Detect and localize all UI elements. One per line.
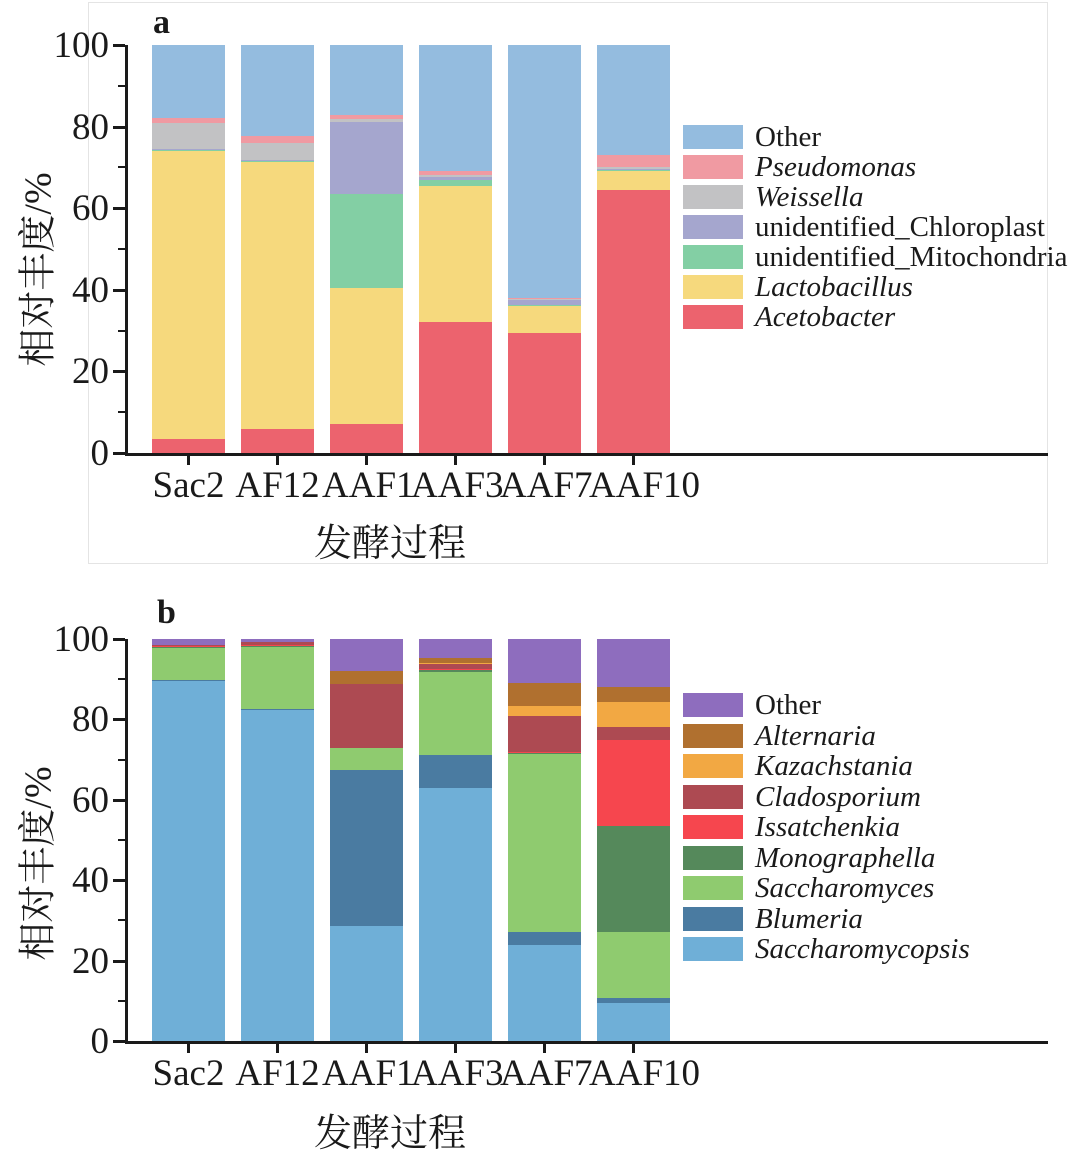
legend-swatch-Pseudomonas (683, 155, 743, 179)
legend-label-unidentified_Mitochondria: unidentified_Mitochondria (755, 241, 1068, 273)
bar-segment-Lactobacillus (330, 288, 403, 425)
bar-segment-Other (597, 45, 670, 155)
y-major-tick (113, 1040, 125, 1043)
x-tick (632, 456, 635, 465)
bar-segment-Lactobacillus (597, 171, 670, 189)
y-tick-label: 60 (72, 188, 109, 230)
bar-segment-Issatchenkia (597, 740, 670, 826)
y-tick-label: 20 (72, 940, 109, 982)
x-tick (276, 456, 279, 465)
bar-segment-Alternaria (508, 683, 581, 706)
bar-segment-Other (241, 45, 314, 136)
bar-segment-Other (508, 639, 581, 683)
bar-segment-Monographella (597, 826, 670, 933)
legend-label-Monographella: Monographella (755, 841, 936, 874)
bar-segment-Weissella (241, 143, 314, 160)
bar-segment-Blumeria (152, 680, 225, 682)
y-major-tick (113, 207, 125, 210)
bar-segment-Other (152, 639, 225, 645)
bar-segment-Other (152, 45, 225, 118)
legend-swatch-Lactobacillus (683, 275, 743, 299)
bar-segment-Cladosporium (508, 716, 581, 751)
legend-swatch-unidentified_Mitochondria (683, 245, 743, 269)
legend-label-Saccharomyces: Saccharomyces (755, 872, 935, 904)
bar-segment-Cladosporium (597, 727, 670, 739)
bar-segment-unidentified_Chloroplast (508, 300, 581, 305)
bar-segment-unidentified_Mitochondria (152, 150, 225, 151)
y-major-tick (113, 452, 125, 455)
y-tick-label: 80 (72, 699, 109, 741)
y-tick-label: 80 (72, 106, 109, 148)
legend-label-Issatchenkia: Issatchenkia (755, 811, 900, 843)
bar-segment-Issatchenkia (241, 645, 314, 646)
y-tick-label: 0 (90, 1021, 109, 1062)
legend-swatch-Acetobacter (683, 305, 743, 329)
legend-swatch-unidentified_Chloroplast (683, 215, 743, 239)
x-tick (632, 1044, 635, 1053)
bar-segment-Saccharomycopsis (419, 788, 492, 1041)
bar-segment-unidentified_Mitochondria (508, 305, 581, 306)
y-tick-label: 40 (72, 860, 109, 902)
bar-segment-unidentified_Mitochondria (330, 194, 403, 288)
bar-segment-Alternaria (330, 671, 403, 684)
legend-swatch-Issatchenkia (683, 815, 743, 839)
bar-segment-Saccharomyces (597, 932, 670, 997)
y-minor-tick (118, 759, 125, 761)
x-tick (187, 456, 190, 465)
legend-label-Acetobacter: Acetobacter (755, 301, 896, 333)
bar-segment-Saccharomyces (330, 748, 403, 770)
bar-segment-Issatchenkia (419, 669, 492, 671)
x-tick (543, 1044, 546, 1053)
y-major-tick (113, 718, 125, 721)
legend-swatch-Alternaria (683, 724, 743, 748)
y-minor-tick (118, 85, 125, 87)
y-minor-tick (118, 1000, 125, 1002)
legend-swatch-Kazachstania (683, 754, 743, 778)
y-major-tick (113, 44, 125, 47)
bar-segment-Blumeria (419, 755, 492, 788)
y-major-tick (113, 126, 125, 129)
legend-label-Saccharomycopsis: Saccharomycopsis (755, 933, 970, 965)
x-tick-label: AAF3 (411, 1053, 504, 1094)
x-tick-label: AF12 (235, 1053, 320, 1094)
bar-segment-Saccharomycopsis (241, 709, 314, 1041)
bar-segment-Saccharomycopsis (330, 926, 403, 1041)
bar-segment-Other (508, 45, 581, 298)
y-major-tick (113, 879, 125, 882)
x-tick (543, 456, 546, 465)
panel-letter-b: b (157, 594, 176, 631)
y-minor-tick (118, 919, 125, 921)
bar-segment-Pseudomonas (330, 115, 403, 119)
bar-segment-Acetobacter (152, 439, 225, 453)
bar-segment-unidentified_Chloroplast (419, 177, 492, 180)
legend-label-Blumeria: Blumeria (755, 902, 863, 935)
legend-label-Alternaria: Alternaria (755, 719, 876, 752)
bar-segment-Blumeria (508, 932, 581, 945)
x-tick-label: AAF10 (589, 465, 701, 506)
bar-segment-Acetobacter (330, 424, 403, 453)
legend-label-Pseudomonas: Pseudomonas (755, 151, 917, 183)
y-tick-label: 100 (53, 619, 109, 660)
bar-segment-Lactobacillus (241, 162, 314, 428)
x-tick-label: AAF1 (322, 1053, 415, 1094)
bar-segment-Kazachstania (419, 663, 492, 664)
bar-segment-unidentified_Chloroplast (241, 160, 314, 161)
bar-segment-Acetobacter (508, 333, 581, 453)
bar-segment-Weissella (330, 119, 403, 122)
bar-segment-Saccharomycopsis (152, 681, 225, 1041)
y-axis-spine (125, 639, 128, 1044)
bar-segment-Saccharomyces (152, 647, 225, 680)
bar-segment-Pseudomonas (152, 118, 225, 123)
bar-segment-Monographella (508, 753, 581, 754)
y-tick-label: 40 (72, 269, 109, 311)
bar-segment-Weissella (152, 123, 225, 149)
y-minor-tick (118, 839, 125, 841)
x-tick-label: Sac2 (152, 465, 225, 506)
y-tick-label: 0 (90, 433, 109, 474)
x-tick (276, 1044, 279, 1053)
x-axis-title-b: 发酵过程 (313, 1113, 466, 1155)
bar-segment-Weissella (419, 175, 492, 177)
legend-label-Lactobacillus: Lactobacillus (755, 271, 913, 303)
legend-label-Kazachstania: Kazachstania (755, 750, 913, 782)
y-minor-tick (118, 166, 125, 168)
x-tick-label: AAF7 (500, 465, 593, 506)
bar-segment-Pseudomonas (419, 171, 492, 175)
legend-swatch-Weissella (683, 185, 743, 209)
bar-segment-Other (419, 45, 492, 171)
bar-segment-Cladosporium (241, 642, 314, 645)
bar-segment-Weissella (508, 299, 581, 300)
legend-swatch-Saccharomyces (683, 876, 743, 900)
legend-label-Cladosporium: Cladosporium (755, 780, 921, 813)
y-tick-label: 100 (53, 25, 109, 66)
x-tick (454, 456, 457, 465)
bar-segment-Saccharomyces (241, 647, 314, 709)
bar-segment-Saccharomycopsis (508, 945, 581, 1041)
bar-segment-Saccharomyces (508, 754, 581, 932)
legend-swatch-Other (683, 125, 743, 149)
bar-segment-unidentified_Chloroplast (330, 122, 403, 194)
bar-segment-Kazachstania (597, 702, 670, 727)
legend-swatch-Blumeria (683, 907, 743, 931)
x-tick-label: AAF1 (322, 465, 415, 506)
x-tick (454, 1044, 457, 1053)
bar-segment-Acetobacter (597, 190, 670, 453)
x-axis-title-a: 发酵过程 (313, 523, 466, 565)
bar-segment-Alternaria (419, 658, 492, 663)
x-tick-label: AAF7 (500, 1053, 593, 1094)
bar-segment-Cladosporium (152, 645, 225, 646)
x-tick-label: AF12 (235, 465, 320, 506)
x-tick (365, 1044, 368, 1053)
bar-segment-unidentified_Mitochondria (597, 170, 670, 171)
bar-segment-Other (419, 639, 492, 658)
bar-segment-Acetobacter (419, 322, 492, 453)
legend-label-Other: Other (755, 121, 822, 153)
x-tick-label: AAF3 (411, 465, 504, 506)
y-minor-tick (118, 678, 125, 680)
bar-segment-Lactobacillus (152, 151, 225, 439)
bar-segment-Monographella (241, 646, 314, 647)
legend-swatch-Saccharomycopsis (683, 937, 743, 961)
legend-label-Other: Other (755, 689, 822, 721)
bar-segment-Blumeria (241, 709, 314, 710)
y-axis-title-b: 相对丰度/% (17, 766, 60, 961)
legend-swatch-Monographella (683, 846, 743, 870)
y-minor-tick (118, 330, 125, 332)
panel-letter-a: a (153, 4, 170, 41)
y-tick-label: 20 (72, 351, 109, 393)
bar-segment-Pseudomonas (241, 136, 314, 143)
y-minor-tick (118, 248, 125, 250)
bar-segment-Saccharomycopsis (597, 1003, 670, 1041)
y-tick-label: 60 (72, 779, 109, 821)
bar-segment-unidentified_Chloroplast (152, 149, 225, 151)
bar-segment-Monographella (419, 670, 492, 672)
bar-segment-Pseudomonas (508, 298, 581, 299)
legend-label-Weissella: Weissella (755, 181, 864, 213)
bar-segment-Saccharomyces (419, 672, 492, 755)
bar-segment-Blumeria (597, 998, 670, 1003)
y-major-tick (113, 960, 125, 963)
bar-segment-Weissella (597, 167, 670, 169)
bar-segment-Blumeria (330, 770, 403, 927)
bar-segment-Other (330, 639, 403, 671)
bar-segment-Other (330, 45, 403, 115)
bar-segment-Cladosporium (419, 664, 492, 669)
x-tick-label: AAF10 (589, 1053, 701, 1094)
y-axis-title-a: 相对丰度/% (17, 172, 60, 367)
bar-segment-Other (597, 639, 670, 687)
bar-segment-Lactobacillus (419, 186, 492, 322)
bar-segment-Other (241, 639, 314, 642)
bar-segment-Cladosporium (330, 684, 403, 748)
bar-segment-unidentified_Mitochondria (241, 161, 314, 162)
bar-segment-Issatchenkia (508, 752, 581, 754)
bar-segment-Kazachstania (508, 706, 581, 716)
bar-segment-Alternaria (597, 687, 670, 702)
legend-swatch-Other (683, 693, 743, 717)
x-tick-label: Sac2 (152, 1053, 225, 1094)
bar-segment-unidentified_Mitochondria (419, 180, 492, 186)
y-axis-spine (125, 45, 128, 456)
legend-swatch-Cladosporium (683, 785, 743, 809)
y-minor-tick (118, 411, 125, 413)
bar-segment-Pseudomonas (597, 155, 670, 167)
bar-segment-Lactobacillus (508, 306, 581, 333)
bar-segment-unidentified_Chloroplast (597, 169, 670, 170)
x-axis-spine (125, 1041, 1048, 1044)
x-tick (187, 1044, 190, 1053)
x-tick (365, 456, 368, 465)
bar-segment-Acetobacter (241, 429, 314, 453)
legend-label-unidentified_Chloroplast: unidentified_Chloroplast (755, 211, 1045, 243)
x-axis-spine (125, 453, 1048, 456)
y-major-tick (113, 799, 125, 802)
y-major-tick (113, 370, 125, 373)
y-major-tick (113, 638, 125, 641)
y-major-tick (113, 289, 125, 292)
